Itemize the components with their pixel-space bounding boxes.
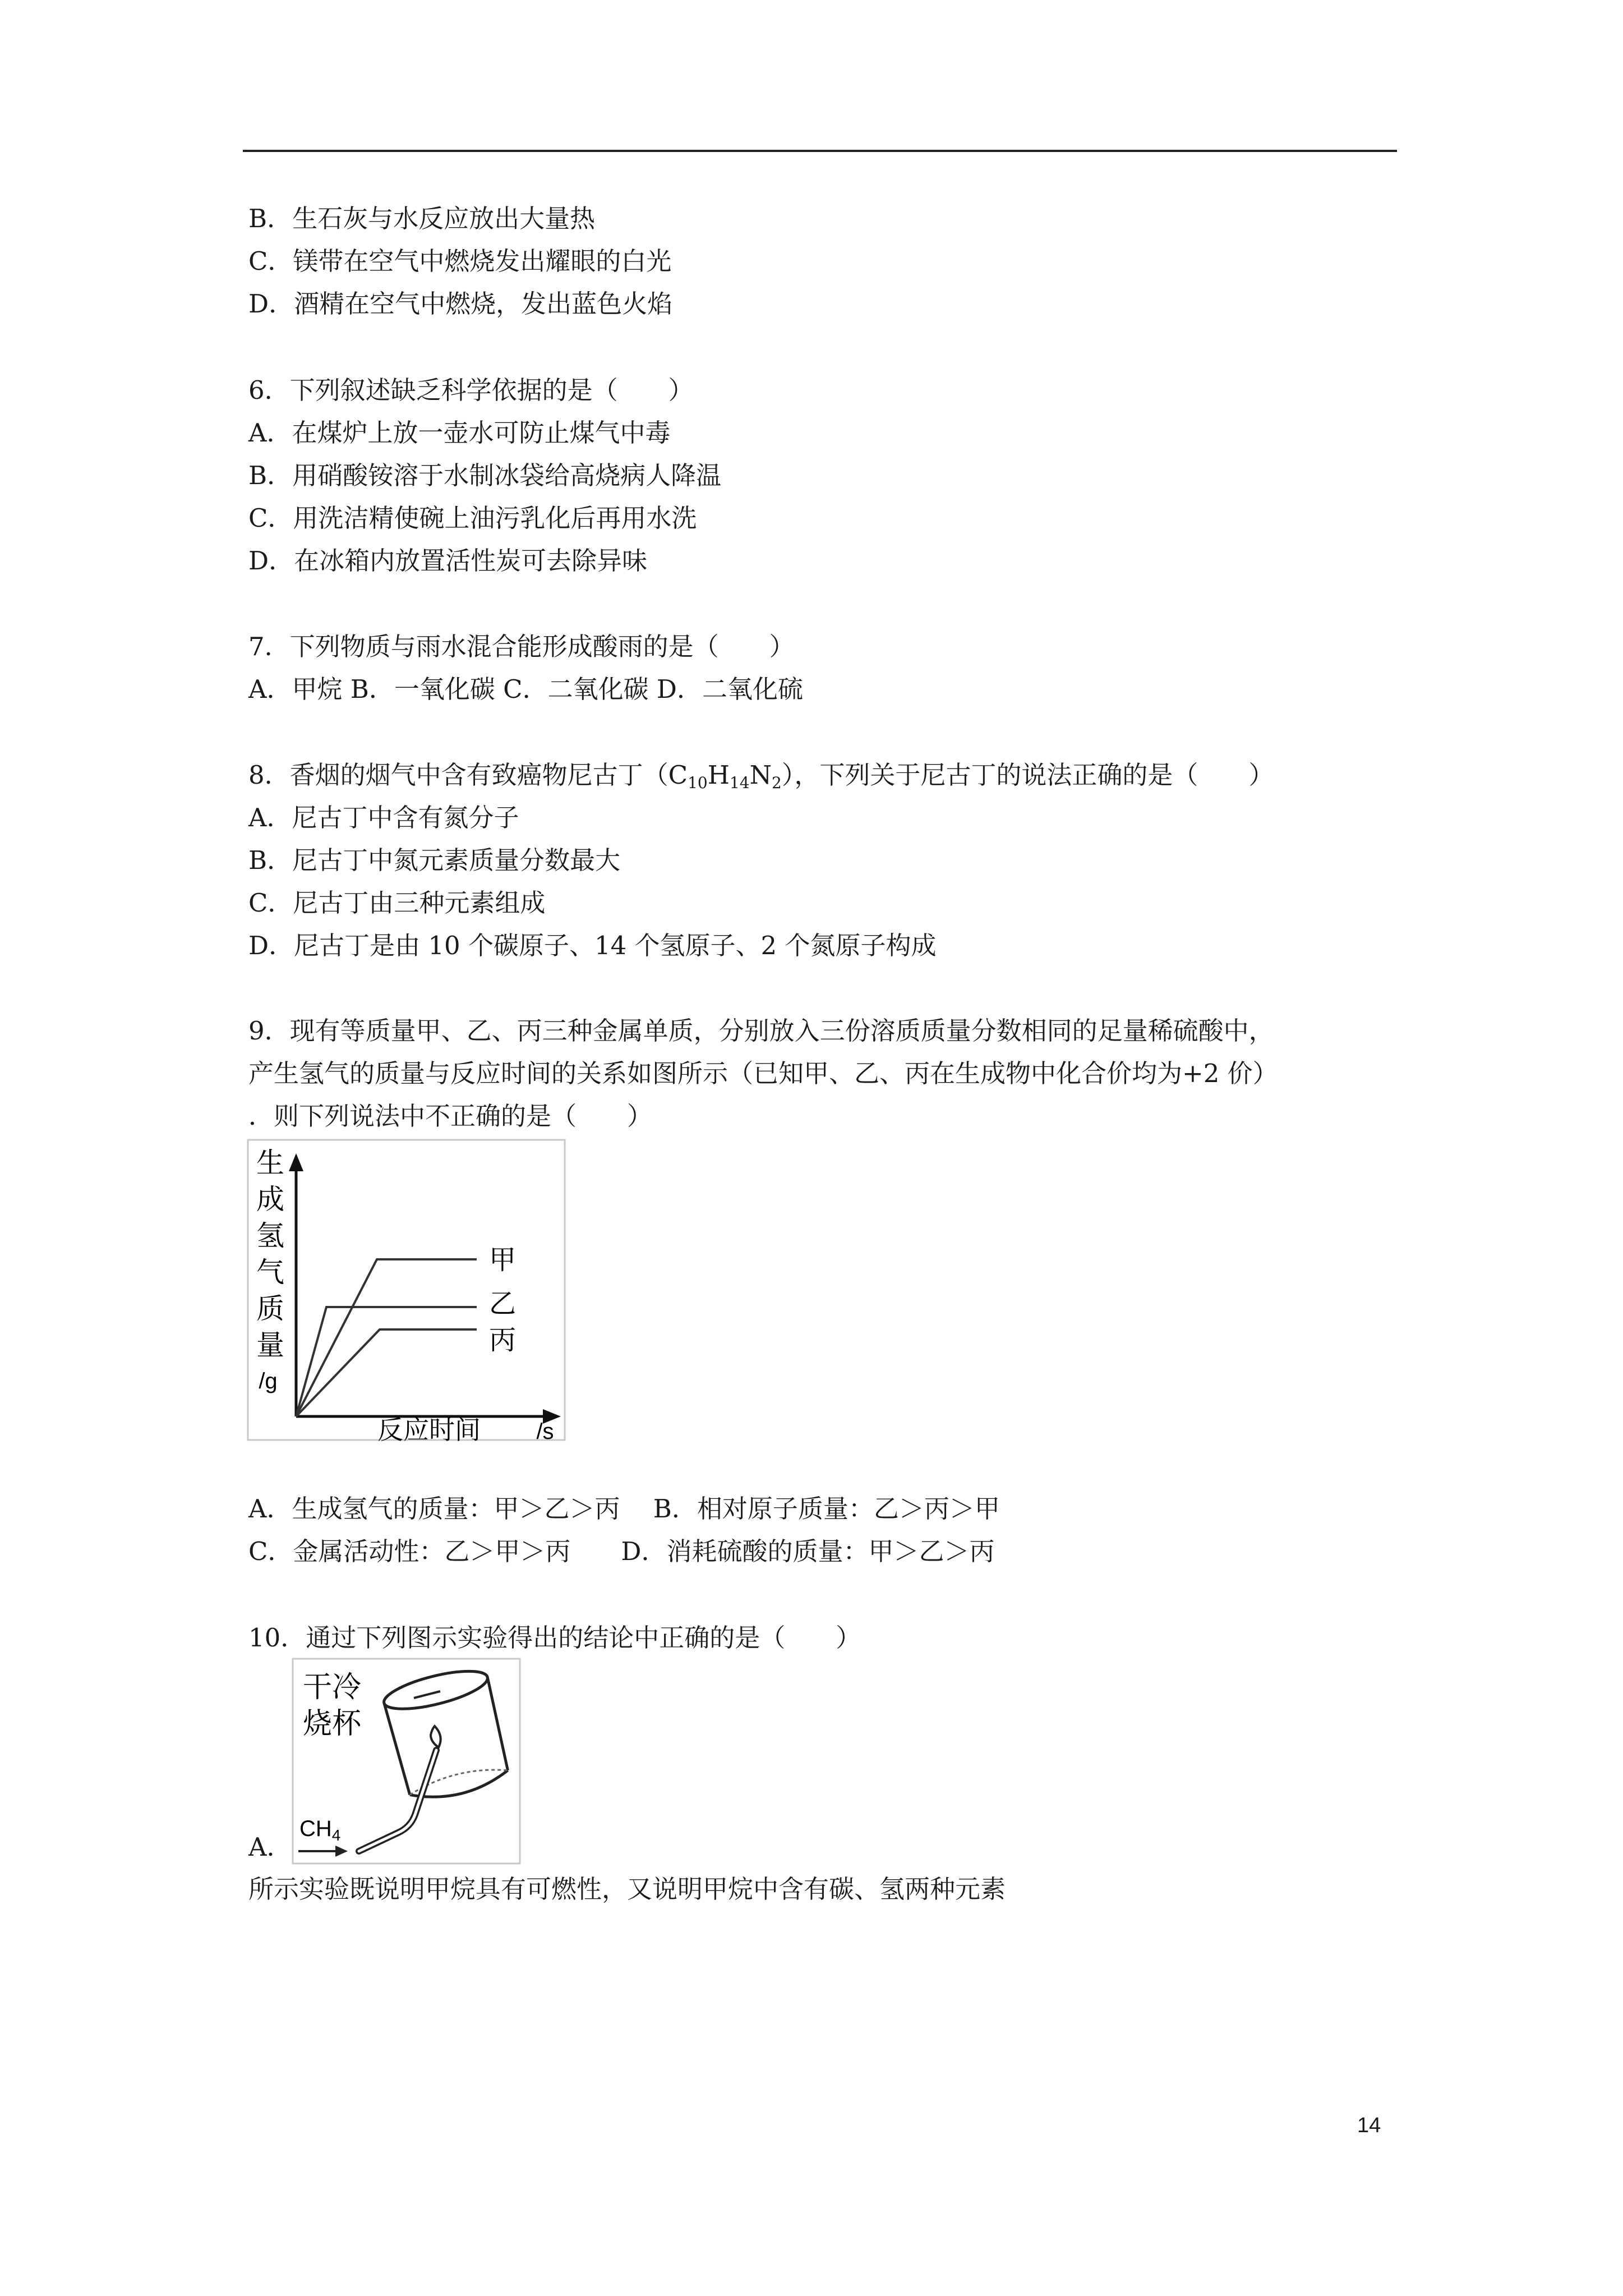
- q6-option-b: B．用硝酸铵溶于水制冰袋给高烧病人降温: [248, 461, 722, 490]
- q9-stem-line1: 9．现有等质量甲、乙、丙三种金属单质，分别放入三份溶质质量分数相同的足量稀硫酸中，: [248, 1016, 1274, 1046]
- q6-option-c: C．用洗洁精使碗上油污乳化后再用水洗: [248, 503, 697, 533]
- y-axis-char-1: 生: [256, 1147, 284, 1179]
- methane-label: $CH_4$: [299, 1816, 341, 1844]
- x-axis-label: 反应时间: [377, 1415, 481, 1442]
- q8-option-b: B．尼古丁中氮元素质量分数最大: [248, 845, 621, 875]
- page-number: 14: [1357, 2114, 1381, 2137]
- q9-stem-line2: 产生氢气的质量与反应时间的关系如图所示（已知甲、乙、丙在生成物中化合价均为+2 价）: [248, 1059, 1278, 1088]
- q8-sub-n: 2: [771, 774, 782, 792]
- q6-option-d: D．在冰箱内放置活性炭可去除异味: [248, 546, 648, 576]
- q5-option-b: B．生石灰与水反应放出大量热: [248, 204, 596, 233]
- q7-stem: 7．下列物质与雨水混合能形成酸雨的是（ ）: [248, 632, 795, 661]
- q8-stem: [248, 758, 1274, 800]
- q8-stem-suffix: ），下列关于尼古丁的说法正确的是（ ）: [781, 760, 1274, 790]
- q10-option-a-marker: A．: [248, 1832, 292, 1862]
- x-axis-unit: /s: [536, 1419, 554, 1442]
- q8-n: N: [749, 760, 772, 790]
- q10-stem: 10．通过下列图示实验得出的结论中正确的是（ ）: [248, 1623, 861, 1653]
- q10-option-a-text: 所示实验既说明甲烷具有可燃性，又说明甲烷中含有碳、氢两种元素: [248, 1874, 1006, 1904]
- y-axis-char-3: 氢: [256, 1220, 284, 1251]
- q8-stem-prefix: 8．香烟的烟气中含有致癌物尼古丁（C: [248, 760, 688, 790]
- q9-options-line1: A．生成氢气的质量：甲＞乙＞丙 B．相对原子质量：乙＞丙＞甲: [248, 1494, 1000, 1524]
- beaker-label-line2: 烧杯: [303, 1708, 362, 1740]
- q5-option-d: D．酒精在空气中燃烧，发出蓝色火焰: [248, 289, 673, 319]
- q9-stem-line3: ．则下列说法中不正确的是（ ）: [248, 1101, 653, 1131]
- y-axis-char-2: 成: [256, 1184, 284, 1215]
- y-axis-char-5: 质: [256, 1293, 284, 1324]
- q9-options-line2: C．金属活动性：乙＞甲＞丙 D．消耗硫酸的质量：甲＞乙＞丙: [248, 1536, 995, 1566]
- series-label-yi: 乙: [489, 1289, 517, 1319]
- header-rule: [243, 150, 1397, 152]
- q8-option-d: D．尼古丁是由 10 个碳原子、14 个氢原子、2 个氮原子构成: [248, 931, 937, 960]
- q8-option-c: C．尼古丁由三种元素组成: [248, 888, 546, 918]
- beaker-label-line1: 干冷: [303, 1671, 362, 1704]
- q8-option-a: A．尼古丁中含有氮分子: [248, 803, 519, 832]
- q8-sub-c: 10: [688, 774, 708, 792]
- q7-options: A．甲烷 B．一氧化碳 C．二氧化碳 D．二氧化硫: [248, 674, 803, 704]
- y-axis-char-6: 量: [256, 1329, 284, 1361]
- q8-sub-h: 14: [729, 774, 750, 792]
- y-axis-char-4: 气: [256, 1257, 284, 1288]
- series-label-bing: 丙: [489, 1326, 517, 1355]
- cold-beaker-methane-figure: [292, 1658, 522, 1865]
- q6-stem: 6．下列叙述缺乏科学依据的是（ ）: [248, 375, 694, 405]
- q5-option-c: C．镁带在空气中燃烧发出耀眼的白光: [248, 246, 672, 276]
- y-axis-unit: /g: [259, 1369, 278, 1393]
- q6-option-a: A．在煤炉上放一壶水可防止煤气中毒: [248, 418, 671, 448]
- series-label-jia: 甲: [489, 1245, 517, 1275]
- q8-h: H: [707, 760, 730, 790]
- hydrogen-mass-time-graph: [247, 1139, 566, 1442]
